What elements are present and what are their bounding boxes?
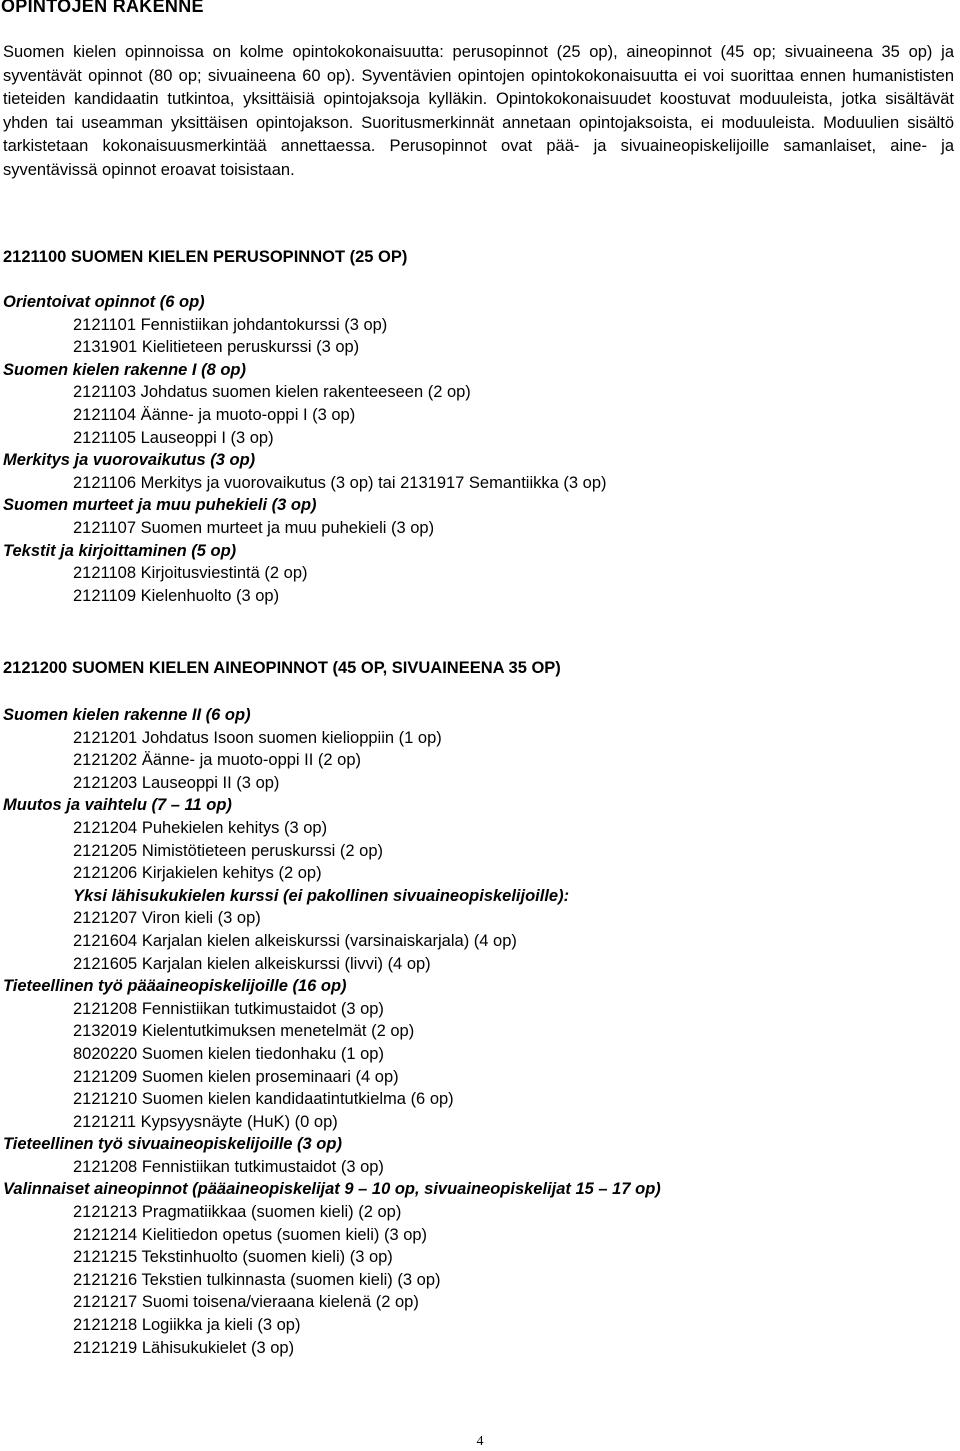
- module-heading: Muutos ja vaihtelu (7 – 11 op): [3, 796, 232, 815]
- section-heading-aineopinnot: 2121200 SUOMEN KIELEN AINEOPINNOT (45 OP, SIVUAINEENA 35 OP): [3, 659, 561, 677]
- course-item: 2121108 Kirjoitusviestintä (2 op): [73, 564, 308, 583]
- module-heading: Tekstit ja kirjoittaminen (5 op): [3, 541, 237, 560]
- course-item: 2121217 Suomi toisena/vieraana kielenä (2 op): [73, 1293, 419, 1312]
- course-item: 2121215 Tekstinhuolto (suomen kieli) (3 op): [73, 1248, 393, 1267]
- course-item: 2121109 Kielenhuolto (3 op): [73, 586, 280, 605]
- module-heading: Tieteellinen työ pääaineopiskelijoille (16 op): [3, 977, 347, 996]
- module-heading: Merkitys ja vuorovaikutus (3 op): [3, 451, 256, 470]
- module-heading: Suomen kielen rakenne II (6 op): [3, 706, 251, 724]
- course-item: 2121605 Karjalan kielen alkeiskurssi (livvi) (4 op): [73, 954, 431, 973]
- course-item: 2121101 Fennistiikan johdantokurssi (3 op): [73, 315, 388, 334]
- page-title: OPINTOJEN RAKENNE: [1, 0, 204, 16]
- course-item: 2121209 Suomen kielen proseminaari (4 op): [73, 1067, 399, 1086]
- course-item: 2121107 Suomen murteet ja muu puhekieli (3 op): [73, 518, 435, 537]
- course-item: 2121604 Karjalan kielen alkeiskurssi (varsinaiskarjala) (4 op): [73, 931, 517, 950]
- course-item: 2121216 Tekstien tulkinnasta (suomen kieli) (3 op): [73, 1270, 441, 1289]
- course-item: 2121207 Viron kieli (3 op): [73, 909, 261, 928]
- course-item: 2121211 Kypsyysnäyte (HuK) (0 op): [73, 1112, 338, 1131]
- course-item: 2132019 Kielentutkimuksen menetelmät (2 op): [73, 1022, 415, 1041]
- course-item: 2121103 Johdatus suomen kielen rakenteeseen (2 op): [73, 383, 471, 402]
- page-number: 4: [476, 1434, 484, 1449]
- course-item: 2121218 Logiikka ja kieli (3 op): [73, 1316, 301, 1335]
- module-heading: Suomen murteet ja muu puhekieli (3 op): [3, 496, 317, 515]
- module-subheading: Yksi lähisukukielen kurssi (ei pakollinen sivuaineopiskelijoille):: [73, 886, 570, 905]
- course-item: 2121104 Äänne- ja muoto-oppi I (3 op): [73, 405, 356, 424]
- section-heading-perusopinnot: 2121100 SUOMEN KIELEN PERUSOPINNOT (25 OP): [3, 248, 408, 266]
- course-item: 2121201 Johdatus Isoon suomen kielioppiin (1 op): [73, 728, 442, 747]
- course-item: 2121208 Fennistiikan tutkimustaidot (3 op): [73, 1157, 384, 1176]
- course-item: 2131901 Kielitieteen peruskurssi (3 op): [73, 338, 360, 357]
- course-item: 2121202 Äänne- ja muoto-oppi II (2 op): [73, 751, 362, 770]
- course-item: 2121204 Puhekielen kehitys (3 op): [73, 818, 328, 837]
- course-item: 8020220 Suomen kielen tiedonhaku (1 op): [73, 1044, 384, 1063]
- intro-paragraph: Suomen kielen opinnoissa on kolme opintokokonaisuutta: perusopinnot (25 op), aineopinnot (45 op; sivuaineena 35 op) ja syventävät opinnot (80 op; sivuaineena 60 op). Syventävien opintojen opintokokonaisuutta ei voi suorittaa ennen humanististen tieteiden kandidaatin tutkintoa, yksittäisiä opintojaksoja kylläkin. Opintokokonaisuudet koostuvat moduuleista, jotka sisältävät yhden tai useamman yksittäisen opintojakson. Suoritusmerkinnät annetaan opintojaksoista, ei moduuleista. Moduulien sisältö tarkistetaan kokonaisuusmerkintää annettaessa. Perusopinnot ovat pää- ja sivuaineopiskelijoille samanlaiset, aine- ja syventävissä opinnot eroavat toisistaan.: [3, 43, 954, 179]
- module-heading: Suomen kielen rakenne I (8 op): [3, 360, 246, 379]
- course-item: 2121210 Suomen kielen kandidaatintutkielma (6 op): [73, 1090, 454, 1109]
- course-item: 2121214 Kielitiedon opetus (suomen kieli) (3 op): [73, 1225, 428, 1244]
- course-item: 2121205 Nimistötieteen peruskurssi (2 op): [73, 841, 383, 860]
- course-item: 2121213 Pragmatiikkaa (suomen kieli) (2 op): [73, 1203, 402, 1222]
- module-heading: Valinnaiset aineopinnot (pääaineopiskelijat 9 – 10 op, sivuaineopiskelijat 15 – 17 op): [3, 1180, 661, 1199]
- module-heading: Orientoivat opinnot (6 op): [3, 293, 205, 311]
- course-item: 2121219 Lähisukukielet (3 op): [73, 1338, 295, 1357]
- course-item: 2121208 Fennistiikan tutkimustaidot (3 op): [73, 999, 384, 1018]
- course-item: 2121106 Merkitys ja vuorovaikutus (3 op) tai 2131917 Semantiikka (3 op): [73, 473, 607, 492]
- module-heading: Tieteellinen työ sivuaineopiskelijoille (3 op): [3, 1135, 342, 1154]
- course-item: 2121105 Lauseoppi I (3 op): [73, 428, 274, 447]
- course-item: 2121206 Kirjakielen kehitys (2 op): [73, 864, 322, 883]
- module-list-aineopinnot: [3, 704, 661, 1359]
- module-list-perusopinnot: [3, 291, 607, 607]
- course-item: 2121203 Lauseoppi II (3 op): [73, 773, 280, 792]
